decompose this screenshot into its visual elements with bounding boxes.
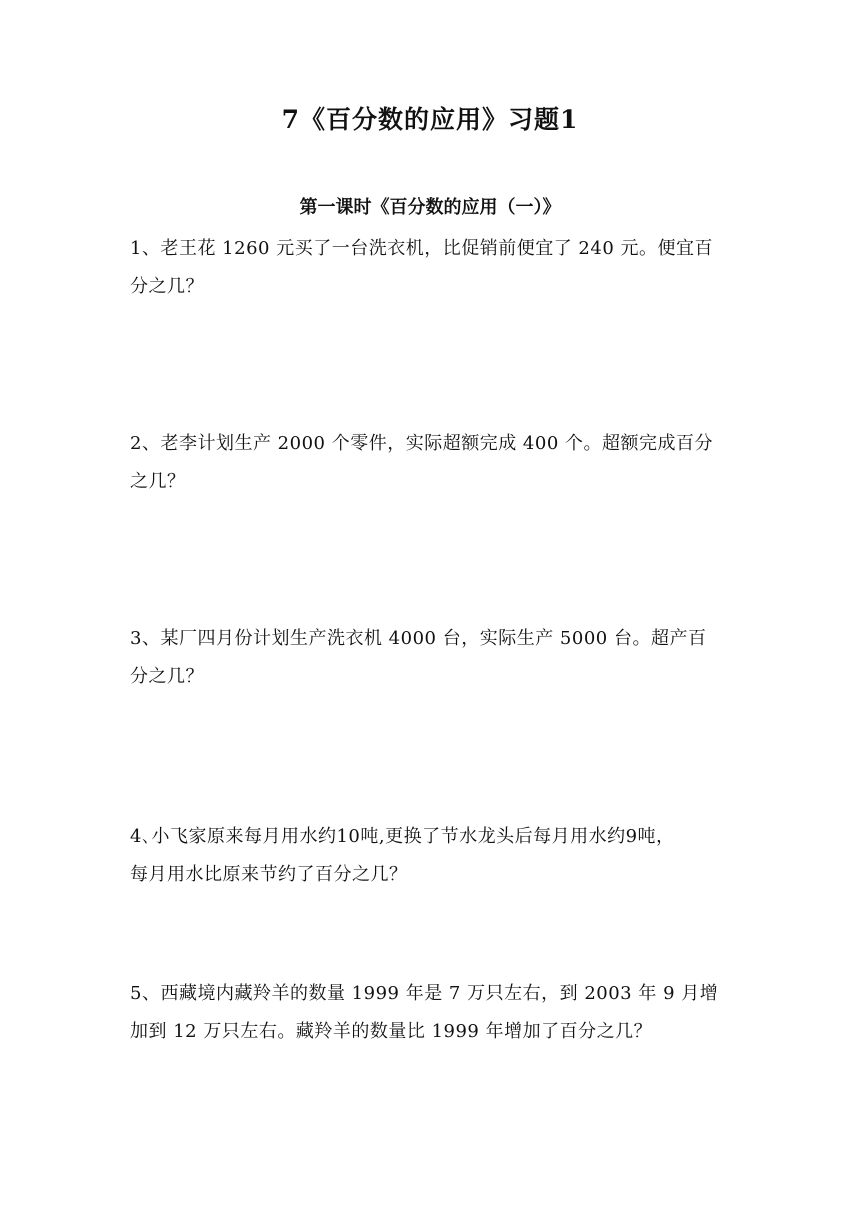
question-5: [130, 975, 732, 1051]
question-3: [130, 620, 732, 696]
question-2: [130, 425, 732, 501]
question-4: [130, 818, 732, 894]
question-2-line-1: 2、老李计划生产 2000 个零件，实际超额完成 400 个。超额完成百分: [130, 433, 714, 454]
document-title: 7《百分数的应用》习题1: [281, 105, 579, 134]
question-2-line-2: 之几？: [130, 471, 186, 492]
question-3-line-1: 3、某厂四月份计划生产洗衣机 4000 台，实际生产 5000 台。超产百: [130, 628, 707, 649]
question-4-line-1: 4､小飞家原来每月用水约10吨,更换了节水龙头后每月用水约9吨，: [130, 826, 675, 847]
section-title: 第一课时《百分数的应用（一）》: [299, 197, 561, 218]
question-5-line-2: 加到 12 万只左右。藏羚羊的数量比 1999 年增加了百分之几？: [130, 1021, 653, 1042]
question-1: [130, 230, 732, 306]
question-3-line-2: 分之几？: [130, 666, 204, 687]
question-5-line-1: 5、西藏境内藏羚羊的数量 1999 年是 7 万只左右，到 2003 年 9 月增: [130, 983, 719, 1004]
question-1-line-1: 1、老王花 1260 元买了一台洗衣机，比促销前便宜了 240 元。便宜百: [130, 238, 714, 259]
question-4-line-2: 每月用水比原来节约了百分之几？: [130, 864, 408, 885]
question-1-line-2: 分之几？: [130, 276, 204, 297]
